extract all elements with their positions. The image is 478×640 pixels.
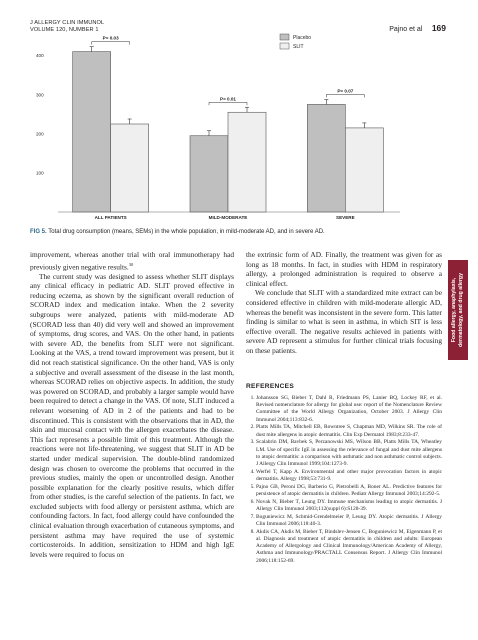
journal-volume: VOLUME 120, NUMBER 1 (30, 27, 99, 33)
body-paragraph: improvement, whereas another trial with oral immunotherapy had previously given negative results.$^{30}$ (30, 250, 234, 272)
p-value-label: P= 0.03 (102, 35, 119, 41)
y-tick-label: 300 (36, 92, 44, 98)
p-value-label: P= 0.07 (337, 88, 354, 94)
y-tick-label: 200 (36, 131, 44, 137)
legend-swatch-placebo (280, 34, 289, 40)
page-number: 169 (431, 23, 446, 33)
category-label: MILD-MODERATE (208, 215, 248, 220)
category-label: SEVERE (336, 215, 355, 220)
reference-item: 7. Boguniewicz M, Schmid-Grendelmeier P, Leung DY. Atopic dermatitis. J Allergy Clin Immunol 2006;118:40-3. (256, 514, 442, 528)
side-tab-line2: dermatology, and drug allergy (458, 273, 464, 347)
right-column (246, 250, 442, 356)
figure-caption-text: Total drug consumption (means, SEMs) in the whole population, in mild-moderate AD, and in severe AD. (48, 229, 325, 235)
category-label: ALL PATIENTS (94, 215, 127, 220)
body-paragraph: The current study was designed to assess whether SLIT displays any clinical efficacy in pediatric AD. SLIT proved effective in reducing eczema, as shown by the significant overall reduction of SCORAD index and medication intake. When the 2 severity subgroups were analyzed, patients with mild-moderate AD (SCORAD less than 40) did very well and showed an improvement of symptoms, drug scores, and VAS. On the other hand, in patients with severe AD, the benefits from SLIT were not significant. Looking at the VAS, a trend toward improvement was present, but it did not reach statistical significance. On the other hand, VAS is only a subjective and overall assessment of the disease in the last month, whereas SCORAD relies on objective aspects. In addition, the study was powered on SCORAD, and probably a larger sample would have been required to detect a change in the VAS. Of note, SLIT induced a relevant worsening of AD in 2 of the patients and had to be discontinued. This is consistent with the observations that in AD, the skin and mucosal contact with the allergen exacerbates the disease. This fact represents a possible limit of this treatment. Although the reactions were not life-threatening, we suggest that SLIT in AD be started under medical supervision. The double-blind randomized design was chosen to overcome the problems that occurred in the previous studies, mainly the open or uncontrolled design. Another possible explanation for the clearly positive results, which differ from other studies, is the careful selection of the patients. In fact, we excluded subjects with food allergy or persistent asthma, which are confounding factors. In fact, food allergy could have confounded the clinical evaluation through exacerbation of cutaneous symptoms, and persistent asthma may have required the use of systemic corticosteroids. In addition, sensitization to HDM and high IgE levels were required to focus on (30, 271, 235, 559)
bar-placebo-1 (73, 52, 111, 212)
reference-item: 1. Johansson SG, Bieber T, Dahl R, Friedmann PS, Lanier BQ, Lockey RF, et al. Revised nomenclature for allergy for global use: report of the Nomenclature Review Committee of the World Allergy Organization, October 2003. J Allergy Clin Immunol 2004;113:832-6. (256, 395, 442, 424)
reference-item: 6. Novak N, Bieber T, Leung DY. Immune mechanisms leading to atopic dermatitis. J Allergy Clin Immunol 2003;112(suppl 6):S128-39. (256, 499, 442, 513)
legend-label-placebo: Placebo (293, 35, 312, 41)
reference-item: 4. Werfel T, Kapp A. Environmental and other major provocation factors in atopic dermatitis. Allergy 1998;53:731-9. (256, 469, 442, 483)
section-side-tab (448, 260, 468, 360)
journal-name: J ALLERGY CLIN IMMUNOL (30, 20, 105, 26)
drug-consumption-chart (30, 26, 423, 220)
body-paragraph: the extrinsic form of AD. Finally, the treatment was given for as long as 18 months. In fact, in studies with HDM in respiratory allergy, a prolonged administration is required to observe a clinical effect. (246, 250, 442, 288)
y-tick-label: 100 (36, 170, 44, 176)
reference-item: 8. Akdis CA, Akdis M, Bieber T, Bindslev-Jensen C, Boguniewicz M, Eigenmann P, et al. Diagnosis and treatment of atopic dermatitis in children and adults: European Academy of Allergology and Clinical Immunology/American Academy of Allergy, Asthma and Immunology/PRACTALL Consensus Report. J Allergy Clin Immunol 2006;118:152-69. (256, 529, 442, 565)
authors-running-head: Pajno et al (389, 26, 423, 33)
bar-placebo-2 (190, 136, 228, 212)
references-list (246, 395, 442, 565)
bar-slit-2 (228, 112, 266, 212)
left-column (30, 250, 234, 559)
y-tick-label: 400 (36, 53, 44, 59)
reference-item: 3. Scalabrin DM, Bavbek S, Perzanowski MS, Wilson BB, Platts Mills TA, Wheatley LM. Use of specific IgE in assessing the relevance of fungal and dust mite allergens to atopic dermatitis: a comparison with asthmatic and non asthmatic control subjects. J Allergy Clin Immunol 1999;104:1273-9. (256, 439, 442, 468)
p-value-label: P= 0.01 (220, 96, 236, 102)
references-heading: REFERENCES (246, 383, 295, 390)
legend-swatch-slit (280, 43, 289, 49)
body-paragraph: We conclude that SLIT with a standardized mite extract can be considered effective in children with mild-moderate allergic AD, whereas the benefit was inconsistent in the severe form. This latter finding is similar to what is seen in asthma, in which SIT is less effective overall. The negative results achieved in patients with severe AD represent a stimulus for further clinical trials focusing on these patients. (246, 288, 442, 355)
reference-item: 5. Pajno GB, Peroni DG, Barberio G, Pietrobelli A, Boner AL. Predictive features for persistence of atopic dermatitis in children. Pediatr Allergy Immunol 2003;14:292-5. (256, 484, 442, 498)
reference-item: 2. Platts Mills TA, Mitchell EB, Rowntree S, Chapman MD, Wilkins SR. The role of dust mite allergens in atopic dermatitis. Clin Exp Dermatol 1983;8:233-47. (256, 424, 442, 438)
legend-label-slit: SLIT (293, 44, 304, 50)
bar-placebo-3 (307, 104, 345, 212)
figure-caption (30, 228, 450, 236)
bar-slit-1 (111, 124, 149, 212)
side-tab-line1: Food allergy, anaphylaxis, (451, 277, 458, 343)
bar-slit-3 (345, 128, 383, 212)
figure-label: FIG 5. (30, 229, 47, 235)
